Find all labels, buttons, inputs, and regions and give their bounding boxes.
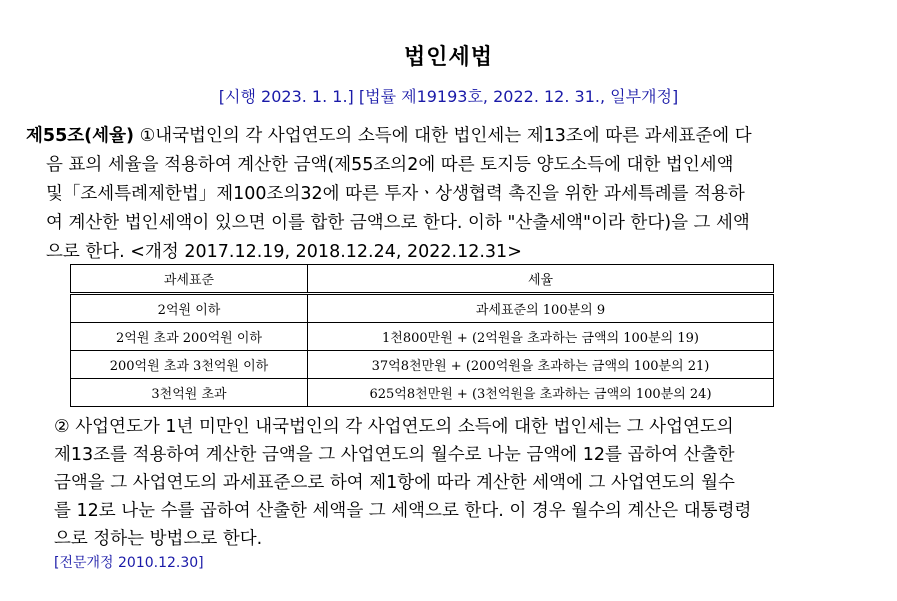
table-cell: 2억원 초과 200억원 이하 [71,323,308,351]
clause-1-line: 제55조(세율) ①내국법인의 각 사업연도의 소득에 대한 법인세는 제13조에 따른 과세표준에 다 [26,126,752,146]
table-row [71,379,774,407]
amendment-note[interactable]: [전문개정 2010.12.30] [54,555,204,571]
table-header-row [71,265,774,294]
table-cell: 625억8천만원 + (3천억원을 초과하는 금액의 100분의 24) [308,379,774,407]
clause-1-line: 음 표의 세율을 적용하여 계산한 금액(제55조의2에 따른 토지등 양도소득에 대한 법인세액 [46,155,734,175]
clause-2-line: 제13조를 적용하여 계산한 금액을 그 사업연도의 월수로 나눈 금액에 12를 곱하여 산출한 [54,445,735,465]
article-heading: 제55조(세율) [26,126,134,146]
clause-1-line: 여 계산한 법인세액이 있으면 이를 합한 금액으로 한다. 이하 "산출세액"이라 한다)을 그 세액 [46,213,750,233]
clause-1-line: 및「조세특례제한법」제100조의32에 따른 투자ㆍ상생협력 촉진을 위한 과세특례를 적용하 [46,184,745,204]
clause-2-line: 금액을 그 사업연도의 과세표준으로 하여 제1항에 따라 계산한 세액에 그 사업연도의 월수 [54,473,735,493]
clause-2-line: 를 12로 나눈 수를 곱하여 산출한 세액을 그 세액으로 한다. 이 경우 월수의 계산은 대통령령 [54,501,752,521]
clause-2 [54,413,884,553]
table-cell: 37억8천만원 + (200억원을 초과하는 금액의 100분의 21) [308,351,774,379]
table-cell: 과세표준의 100분의 9 [308,294,774,323]
table-cell: 200억원 초과 3천억원 이하 [71,351,308,379]
table-row [71,294,774,323]
clause-1 [26,122,886,267]
law-title: 법인세법 [403,45,493,70]
clause-2-line: 으로 정하는 방법으로 한다. [54,529,263,549]
table-cell: 1천800만원 + (2억원을 초과하는 금액의 100분의 19) [308,323,774,351]
table-cell: 3천억원 초과 [71,379,308,407]
table-row [71,323,774,351]
table-cell: 2억원 이하 [71,294,308,323]
law-subtitle: [시행 2023. 1. 1.] [법률 제19193호, 2022. 12. 31., 일부개정] [218,87,679,106]
clause-1-line: 으로 한다. <개정 2017.12.19, 2018.12.24, 2022.12.31> [46,242,522,262]
tax-rate-table [70,264,774,407]
clause-2-line: ② 사업연도가 1년 미만인 내국법인의 각 사업연도의 소득에 대한 법인세는 그 사업연도의 [54,417,734,437]
table-row [71,351,774,379]
table-header-cell: 과세표준 [71,265,308,294]
table-header-cell: 세율 [308,265,774,294]
